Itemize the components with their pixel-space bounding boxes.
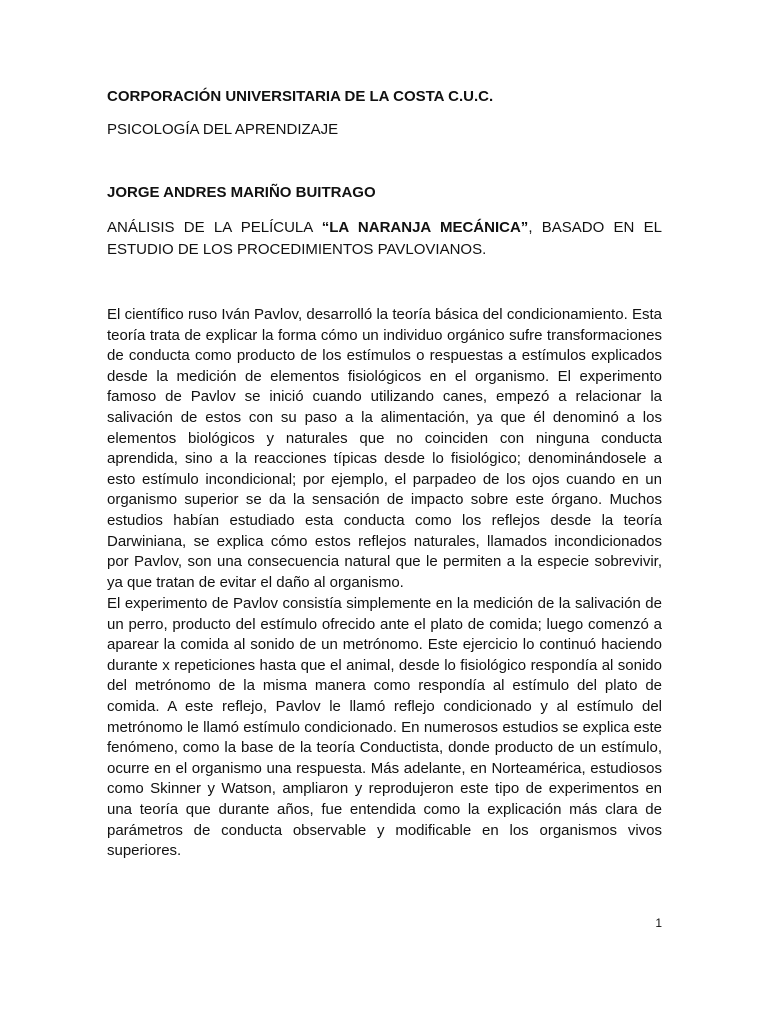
body-paragraph-1: El científico ruso Iván Pavlov, desarrolló la teoría básica del condicionamiento. Esta teoría trata de explicar la forma cómo un individuo orgánico sufre transformaciones de conducta como producto de los estímulos o respuestas a estímulos explicados desde la medición de elementos fisiológicos en el organismo. El experimento famoso de Pavlov se inició cuando utilizando canes, empezó a relacionar la salivación de estos con su paso a la alimentación, ya que él denominó a los elementos biológicos y naturales que no coinciden con ninguna conducta aprendida, sino a la reacciones típicas desde lo fisiológico; denominándosele a esto estímulo incondicional; por ejemplo, el parpadeo de los ojos cuando en un organismo superior se da la sensación de impacto sobre este órgano. Muchos estudios habían estudiado esta conducta como los reflejos desde la teoría Darwiniana, se explica cómo estos reflejos naturales, llamados incondicionados por Pavlov, son una consecuencia natural que le permiten a la especie sobrevivir, ya que tratan de evitar el daño al organismo. — [107, 306, 662, 591]
film-title: “LA NARANJA MECÁNICA” — [321, 219, 529, 236]
title-prefix: ANÁLISIS DE LA PELÍCULA — [107, 219, 322, 236]
document-title — [107, 217, 662, 261]
course-name: PSICOLOGÍA DEL APRENDIZAJE — [107, 121, 339, 138]
body-paragraph-2: El experimento de Pavlov consistía simplemente en la medición de la salivación de un perro, producto del estímulo ofrecido ante el plato de comida; luego comenzó a aparear la comida al sonido de un metrónomo. Este ejercicio lo continuó haciendo durante x repeticiones hasta que el animal, desde lo fisiológico respondía al sonido del metrónomo de la misma manera como respondía al estímulo del plato de comida. A este reflejo, Pavlov le llamó reflejo condicionado y al estímulo del metrónomo le llamó estímulo condicionado. En numerosos estudios se explica este fenómeno, como la base de la teoría Conductista, donde producto de un estímulo, ocurre en el organismo una respuesta. Más adelante, en Norteamérica, estudiosos como Skinner y Watson, ampliaron y reprodujeron este tipo de experimentos en una teoría que durante años, fue entendida como la explicación más clara de parámetros de conducta observable y modificable en los organismos vivos superiores. — [107, 595, 662, 860]
author-name: JORGE ANDRES MARIÑO BUITRAGO — [107, 184, 376, 201]
institution-heading: CORPORACIÓN UNIVERSITARIA DE LA COSTA C.U.C. — [107, 88, 494, 105]
page-number: 1 — [655, 916, 662, 930]
title-suffix: , BASADO EN EL ESTUDIO DE LOS PROCEDIMIENTOS PAVLOVIANOS. — [107, 219, 663, 258]
